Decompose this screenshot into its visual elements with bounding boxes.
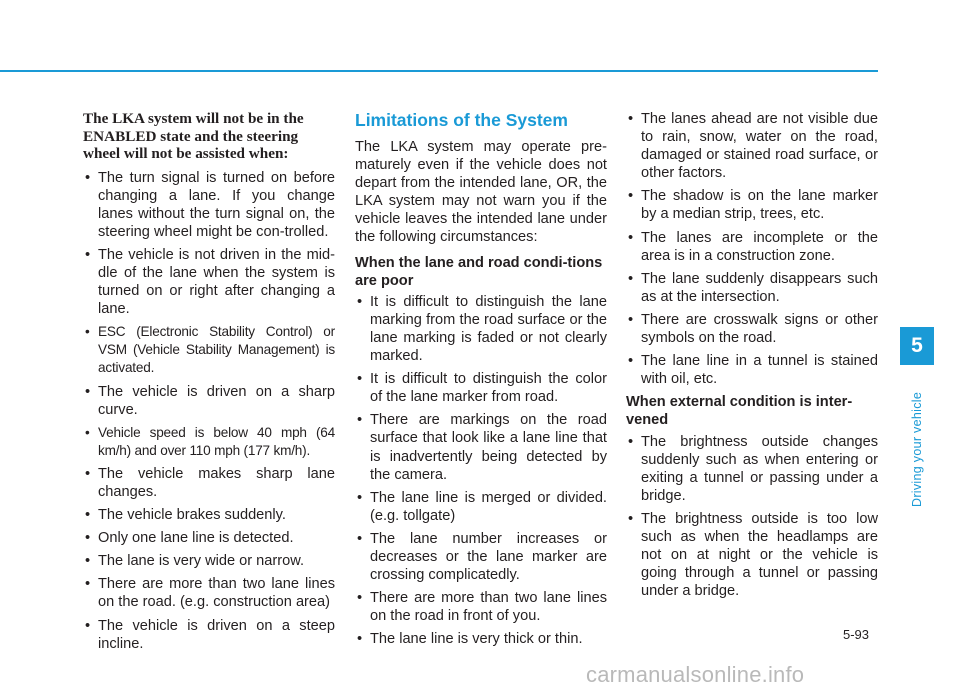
list-item: • The brightness outside is too low such as when the headlamps are not on at night or the vehicle is going through a tunnel or passing under a bridge. [626, 510, 878, 600]
subheading-lane-road-conditions: When the lane and road condi-tions are poor [355, 254, 603, 289]
list-item: • ESC (Electronic Stability Control) or VSM (Vehicle Stability Management) is activated. [83, 323, 335, 377]
list-item: • The lane suddenly disappears such as at the intersection. [626, 270, 878, 306]
list-item: • The vehicle makes sharp lane changes. [83, 465, 335, 501]
list-item: • The brightness outside changes suddenly such as when entering or exiting a tunnel or passing under a bridge. [626, 433, 878, 505]
chapter-number: 5 [911, 334, 923, 357]
list-item: • The lanes are incomplete or the area is in a construction zone. [626, 229, 878, 265]
watermark: carmanualsonline.info [586, 662, 805, 687]
list-item: • Vehicle speed is below 40 mph (64 km/h) and over 110 mph (177 km/h). [83, 424, 335, 460]
visibility-conditions-list [626, 110, 878, 388]
list-item: • The vehicle is driven on a sharp curve. [83, 383, 335, 419]
lane-road-conditions-list [355, 293, 607, 649]
left-column [83, 110, 335, 658]
list-item: • The lane line is merged or divided. (e.g. tollgate) [355, 489, 607, 525]
list-item: • There are crosswalk signs or other symbols on the road. [626, 311, 878, 347]
list-item: • The lane is very wide or narrow. [83, 552, 335, 570]
list-item: • It is difficult to distinguish the color of the lane marker from road. [355, 370, 607, 406]
lka-not-enabled-heading: The LKA system will not be in the ENABLED state and the steering wheel will not be assisted when: [83, 110, 304, 162]
list-item: • The vehicle brakes suddenly. [83, 506, 335, 524]
list-item: • The lane line is very thick or thin. [355, 630, 607, 648]
list-item: • It is difficult to distinguish the lane marking from the road surface or the lane marking is faded or not clearly marked. [355, 293, 607, 365]
chapter-label: Driving your vehicle [910, 391, 924, 507]
list-item: • The shadow is on the lane marker by a median strip, trees, etc. [626, 187, 878, 223]
list-item: • The lane number increases or decreases or the lane marker are crossing complicatedly. [355, 530, 607, 584]
list-item: • The vehicle is driven on a steep incline. [83, 617, 335, 653]
lka-not-enabled-list [83, 169, 335, 653]
intro-paragraph: The LKA system may operate pre-maturely even if the vehicle does not depart from the intended lane, OR, the LKA system may not warn you if the vehicle leaves the intended lane under the following circumstances: [355, 139, 607, 246]
right-column [626, 110, 878, 605]
list-item: • The lane line in a tunnel is stained with oil, etc. [626, 352, 878, 388]
list-item: • Only one lane line is detected. [83, 529, 335, 547]
list-item: • The turn signal is turned on before changing a lane. If you change lanes without the turn signal on, the steering wheel might be con-trolled. [83, 169, 335, 241]
subheading-external-condition: When external condition is inter-vened [626, 394, 853, 429]
page-number: 5-93 [843, 627, 870, 642]
list-item: • The lanes ahead are not visible due to rain, snow, water on the road, damaged or stained road surface, or other factors. [626, 110, 878, 182]
list-item: • The vehicle is not driven in the mid-dle of the lane when the system is turned on or right after changing a lane. [83, 246, 335, 318]
list-item: • There are markings on the road surface that look like a lane line that is inadvertently being detected by the camera. [355, 411, 607, 483]
section-title: Limitations of the System [355, 110, 568, 130]
middle-column [355, 110, 607, 653]
list-item: • There are more than two lane lines on the road. (e.g. construction area) [83, 575, 335, 611]
external-condition-list [626, 433, 878, 601]
chapter-tab [900, 327, 934, 365]
header-rule [0, 70, 878, 72]
list-item: • There are more than two lane lines on the road in front of you. [355, 589, 607, 625]
